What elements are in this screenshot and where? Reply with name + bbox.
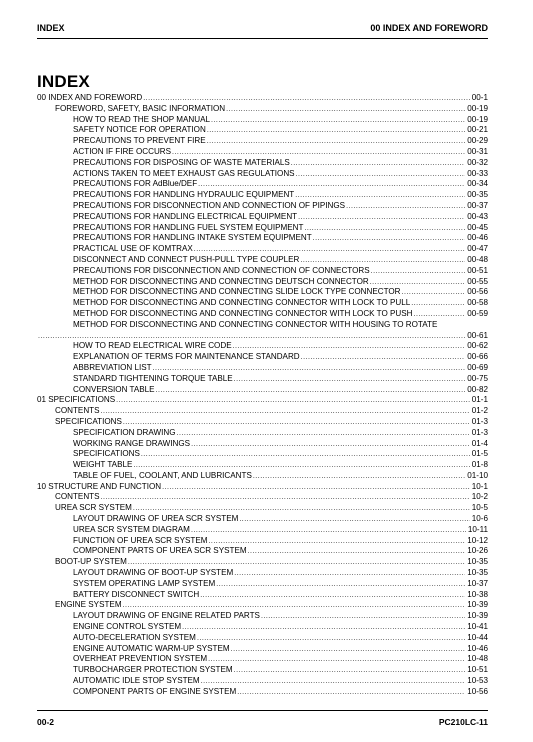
toc-entry-page: 10-39 — [467, 600, 488, 610]
dot-leader — [295, 190, 465, 201]
toc-entry-title: 00 INDEX AND FOREWORD — [37, 93, 143, 102]
toc-entry[interactable] — [37, 298, 488, 309]
toc-entry[interactable] — [37, 287, 488, 298]
dot-leader — [200, 590, 465, 601]
toc-entry[interactable] — [37, 158, 488, 169]
toc-entry[interactable] — [37, 676, 488, 687]
toc-entry-page: 00-37 — [467, 200, 488, 210]
toc-entry[interactable] — [37, 600, 488, 611]
dot-leader — [133, 503, 470, 514]
toc-entry-title: LAYOUT DRAWING OF BOOT-UP SYSTEM — [73, 568, 234, 578]
dot-leader — [237, 687, 465, 698]
dot-leader — [291, 158, 466, 169]
toc-entry[interactable] — [37, 482, 488, 493]
dot-leader — [248, 546, 466, 557]
dot-leader — [231, 644, 466, 655]
dot-leader — [226, 104, 465, 115]
toc-entry[interactable] — [37, 147, 488, 158]
toc-entry-title: COMPONENT PARTS OF UREA SCR SYSTEM — [73, 546, 247, 556]
toc-entry[interactable] — [37, 460, 488, 471]
toc-entry-title: SPECIFICATION DRAWING — [73, 427, 176, 437]
toc-entry-page: 10-26 — [467, 546, 488, 556]
toc-entry-page: 01-1 — [471, 395, 488, 405]
toc-entry-title: FUNCTION OF UREA SCR SYSTEM — [73, 535, 208, 545]
footer-rule — [37, 710, 488, 711]
toc-entry-title: PRECAUTIONS FOR DISPOSING OF WASTE MATERIALS — [73, 157, 290, 167]
toc-entry[interactable] — [37, 568, 488, 579]
toc-entry[interactable] — [37, 406, 488, 417]
dot-leader — [234, 665, 466, 676]
toc-entry-title: LAYOUT DRAWING OF UREA SCR SYSTEM — [73, 514, 239, 524]
dot-leader — [177, 428, 470, 439]
dot-leader — [128, 557, 465, 568]
toc-entry-title: AUTO-DECELERATION SYSTEM — [73, 632, 196, 642]
toc-entry[interactable] — [37, 341, 488, 352]
toc-entry-title: PRECAUTIONS FOR HANDLING INTAKE SYSTEM EQUIPMENT — [73, 233, 312, 243]
toc-entry-page: 01-5 — [471, 449, 488, 459]
dot-leader — [233, 341, 466, 352]
toc-entry-title: ABBREVIATION LIST — [73, 362, 152, 372]
dot-leader — [211, 115, 465, 126]
toc-entry-title: BOOT-UP SYSTEM — [55, 557, 127, 567]
toc-entry-page: 00-35 — [467, 190, 488, 200]
toc-entry-title: PRECAUTIONS FOR AdBlue/DEF — [73, 179, 198, 189]
toc-entry-page: 00-1 — [471, 93, 488, 102]
toc-entry[interactable] — [37, 374, 488, 385]
toc-entry-title: BATTERY DISCONNECT SWITCH — [73, 589, 200, 599]
toc-entry-title: AUTOMATIC IDLE STOP SYSTEM — [73, 676, 200, 686]
dot-leader — [194, 244, 466, 255]
toc-entry-page — [486, 320, 488, 331]
toc-entry-title: METHOD FOR DISCONNECTING AND CONNECTING SLIDE LOCK TYPE CONNECTOR — [73, 287, 401, 297]
toc-entry-page: 10-1 — [471, 481, 488, 491]
toc-entry-page: 01-4 — [471, 438, 488, 448]
toc-entry-page: 10-51 — [467, 665, 488, 675]
toc-entry-page: 00-34 — [467, 179, 488, 189]
toc-entry-page: 10-39 — [467, 611, 488, 621]
toc-entry-title: COMPONENT PARTS OF ENGINE SYSTEM — [73, 686, 237, 696]
toc-entry-page: 00-46 — [467, 233, 488, 243]
toc-entry-page: 00-32 — [467, 157, 488, 167]
dot-leader — [198, 179, 465, 190]
toc-entry-title: ENGINE SYSTEM — [55, 600, 122, 610]
toc-entry-title: METHOD FOR DISCONNECTING AND CONNECTING CONNECTOR WITH LOCK TO PULL — [73, 298, 411, 308]
toc-entry-page: 01-2 — [471, 406, 488, 416]
toc-entry-page: 00-59 — [467, 308, 488, 318]
toc-entry-title: SPECIFICATIONS — [55, 416, 122, 426]
dot-leader — [234, 374, 466, 385]
toc-entry-page: 00-19 — [467, 103, 488, 113]
toc-entry[interactable] — [37, 622, 488, 633]
toc-entry[interactable] — [37, 201, 488, 212]
toc-entry-title: EXPLANATION OF TERMS FOR MAINTENANCE STANDARD — [73, 352, 300, 362]
toc-entry[interactable] — [37, 525, 488, 536]
toc-entry[interactable] — [37, 125, 488, 136]
toc-entry-page: 10-37 — [467, 578, 488, 588]
page-title: INDEX — [37, 72, 90, 91]
toc-entry[interactable] — [37, 244, 488, 255]
dot-leader — [101, 492, 470, 503]
dot-leader — [208, 536, 465, 547]
toc-entry-title: PRACTICAL USE OF KOMTRAX — [73, 244, 193, 254]
toc-entry[interactable] — [37, 115, 488, 126]
dot-leader — [402, 287, 466, 298]
toc-entry[interactable] — [37, 363, 488, 374]
toc-entry-title: HOW TO READ THE SHOP MANUAL — [73, 114, 211, 124]
toc-entry-page: 00-43 — [467, 211, 488, 221]
toc-entry-page: 00-61 — [467, 330, 488, 340]
dot-leader — [304, 223, 465, 234]
toc-entry-title: SPECIFICATIONS — [73, 449, 140, 459]
toc-entry-page: 00-48 — [467, 254, 488, 264]
toc-entry[interactable] — [37, 579, 488, 590]
toc-entry-title: ACTIONS TAKEN TO MEET EXHAUST GAS REGULATIONS — [73, 168, 295, 178]
toc-entry[interactable] — [37, 104, 488, 115]
dot-leader — [207, 136, 466, 147]
toc-entry-title: PRECAUTIONS FOR HANDLING ELECTRICAL EQUIPMENT — [73, 211, 298, 221]
dot-leader — [411, 298, 465, 309]
dot-leader — [172, 147, 465, 158]
dot-leader — [191, 439, 470, 450]
toc-entry-title: SYSTEM OPERATING LAMP SYSTEM — [73, 578, 216, 588]
toc-entry-title: PRECAUTIONS FOR HANDLING HYDRAULIC EQUIPMENT — [73, 190, 295, 200]
toc-entry-page: 10-56 — [467, 686, 488, 696]
toc-entry[interactable] — [37, 190, 488, 201]
toc-entry-page: 00-58 — [467, 298, 488, 308]
dot-leader — [162, 482, 470, 493]
toc-entry[interactable] — [37, 644, 488, 655]
toc-entry-page: 10-53 — [467, 676, 488, 686]
dot-leader — [133, 460, 469, 471]
dot-leader — [207, 125, 465, 136]
dot-leader — [371, 266, 466, 277]
dot-leader — [253, 471, 465, 482]
toc-entry-page: 00-75 — [467, 373, 488, 383]
dot-leader — [141, 449, 470, 460]
toc-entry-page: 00-66 — [467, 352, 488, 362]
toc-entry-page: 00-55 — [467, 276, 488, 286]
toc-entry-page: 01-3 — [471, 416, 488, 426]
toc-entry[interactable] — [37, 255, 488, 266]
toc-entry[interactable] — [37, 266, 488, 277]
toc-entry-page: 00-29 — [467, 136, 488, 146]
toc-entry-title: STANDARD TIGHTENING TORQUE TABLE — [73, 373, 233, 383]
toc-entry-page: 01-8 — [471, 460, 488, 470]
header-right: 00 INDEX AND FOREWORD — [370, 23, 488, 33]
toc-entry[interactable] — [37, 503, 488, 514]
dot-leader — [197, 633, 465, 644]
toc-entry-title: TURBOCHARGER PROTECTION SYSTEM — [73, 665, 233, 675]
dot-leader — [346, 201, 465, 212]
toc-entry-title: CONTENTS — [55, 406, 100, 416]
dot-leader — [438, 320, 486, 331]
toc-entry-page: 00-56 — [467, 287, 488, 297]
toc-entry[interactable] — [37, 449, 488, 460]
toc-entry-page: 00-82 — [467, 384, 488, 394]
toc-entry-title: METHOD FOR DISCONNECTING AND CONNECTING CONNECTOR WITH HOUSING TO ROTATE — [73, 319, 438, 329]
toc-entry[interactable] — [37, 654, 488, 665]
toc-entry[interactable] — [37, 309, 488, 320]
toc-entry-page: 10-35 — [467, 557, 488, 567]
toc-entry-page: 00-31 — [467, 146, 488, 156]
toc-entry-title: ENGINE CONTROL SYSTEM — [73, 622, 182, 632]
toc-entry-title: TABLE OF FUEL, COOLANT, AND LUBRICANTS — [73, 470, 252, 480]
dot-leader — [153, 363, 466, 374]
header-rule — [37, 38, 488, 39]
toc-entry[interactable] — [37, 557, 488, 568]
dot-leader — [38, 331, 465, 342]
footer-model: PC210LC-11 — [438, 717, 488, 727]
toc-entry-title: SAFETY NOTICE FOR OPERATION — [73, 125, 206, 135]
toc-entry-title: DISCONNECT AND CONNECT PUSH-PULL TYPE COUPLER — [73, 254, 300, 264]
dot-leader — [191, 525, 466, 536]
dot-leader — [116, 395, 470, 406]
toc-entry[interactable] — [37, 385, 488, 396]
toc-entry-title: UREA SCR SYSTEM — [55, 503, 132, 513]
toc-entry-page: 01-10 — [467, 470, 488, 480]
toc-entry-title: 01 SPECIFICATIONS — [37, 395, 116, 405]
toc-entry[interactable] — [37, 136, 488, 147]
dot-leader — [300, 255, 465, 266]
toc-entry-page: 10-5 — [471, 503, 488, 513]
toc-entry-title: OVERHEAT PREVENTION SYSTEM — [73, 654, 208, 664]
dot-leader — [296, 169, 466, 180]
toc-entry-title: UREA SCR SYSTEM DIAGRAM — [73, 524, 190, 534]
toc-entry-title: PRECAUTIONS FOR DISCONNECTION AND CONNECTION OF PIPINGS — [73, 200, 346, 210]
dot-leader — [370, 277, 466, 288]
footer-page-number: 00-2 — [37, 717, 55, 727]
toc-entry-title: WEIGHT TABLE — [73, 460, 133, 470]
toc-entry[interactable] — [37, 633, 488, 644]
toc-entry-title: CONVERSION TABLE — [73, 384, 155, 394]
toc-entry-page: 00-33 — [467, 168, 488, 178]
toc-entry[interactable] — [37, 536, 488, 547]
toc-entry-title: WORKING RANGE DRAWINGS — [73, 438, 191, 448]
dot-leader — [216, 579, 465, 590]
toc-entry[interactable] — [37, 417, 488, 428]
toc-entry-page: 10-48 — [467, 654, 488, 664]
toc-entry-page: 10-44 — [467, 632, 488, 642]
toc-entry-page: 00-51 — [467, 265, 488, 275]
toc-entry-title: PRECAUTIONS TO PREVENT FIRE — [73, 136, 206, 146]
toc-entry-title: 10 STRUCTURE AND FUNCTION — [37, 481, 162, 491]
toc-entry-title: METHOD FOR DISCONNECTING AND CONNECTING CONNECTOR WITH LOCK TO PUSH — [73, 308, 413, 318]
toc-entry-page: 00-45 — [467, 222, 488, 232]
toc-entry[interactable] — [37, 611, 488, 622]
dot-leader — [156, 385, 466, 396]
toc-entry-page: 00-62 — [467, 341, 488, 351]
table-of-contents — [37, 93, 488, 698]
page-header — [37, 23, 488, 37]
page-footer — [37, 717, 488, 729]
dot-leader — [143, 93, 470, 104]
toc-entry[interactable] — [37, 277, 488, 288]
dot-leader — [261, 611, 465, 622]
dot-leader — [201, 676, 466, 687]
dot-leader — [208, 654, 465, 665]
toc-entry[interactable] — [37, 169, 488, 180]
dot-leader — [298, 212, 465, 223]
toc-entry[interactable] — [37, 212, 488, 223]
toc-entry-title: PRECAUTIONS FOR HANDLING FUEL SYSTEM EQUIPMENT — [73, 222, 304, 232]
dot-leader — [313, 233, 466, 244]
toc-entry-page: 00-69 — [467, 362, 488, 372]
toc-entry-page: 10-38 — [467, 589, 488, 599]
toc-entry-page: 10-2 — [471, 492, 488, 502]
toc-entry[interactable] — [37, 320, 488, 331]
toc-entry[interactable] — [37, 590, 488, 601]
dot-leader — [239, 514, 469, 525]
dot-leader — [123, 600, 466, 611]
toc-entry-page: 10-12 — [467, 535, 488, 545]
toc-entry[interactable] — [37, 233, 488, 244]
toc-entry[interactable] — [37, 223, 488, 234]
toc-entry[interactable] — [37, 492, 488, 503]
toc-entry[interactable] — [37, 546, 488, 557]
toc-entry-page: 10-35 — [467, 568, 488, 578]
toc-entry-page: 10-46 — [467, 643, 488, 653]
dot-leader — [182, 622, 465, 633]
toc-entry[interactable] — [37, 665, 488, 676]
dot-leader — [123, 417, 470, 428]
toc-entry-title: METHOD FOR DISCONNECTING AND CONNECTING DEUTSCH CONNECTOR — [73, 276, 369, 286]
toc-entry-title: HOW TO READ ELECTRICAL WIRE CODE — [73, 341, 232, 351]
header-left: INDEX — [37, 23, 65, 33]
toc-entry-page: 00-19 — [467, 114, 488, 124]
toc-entry[interactable] — [37, 331, 488, 342]
toc-entry-page: 00-47 — [467, 244, 488, 254]
toc-entry[interactable] — [37, 93, 488, 104]
toc-entry[interactable] — [37, 352, 488, 363]
toc-entry-title: ACTION IF FIRE OCCURS — [73, 146, 172, 156]
toc-entry[interactable] — [37, 395, 488, 406]
toc-entry[interactable] — [37, 179, 488, 190]
dot-leader — [301, 352, 466, 363]
toc-entry-title: CONTENTS — [55, 492, 100, 502]
toc-entry-title: LAYOUT DRAWING OF ENGINE RELATED PARTS — [73, 611, 260, 621]
dot-leader — [414, 309, 466, 320]
toc-entry-page: 10-6 — [471, 514, 488, 524]
toc-entry-title: PRECAUTIONS FOR DISCONNECTION AND CONNECTION OF CONNECTORS — [73, 265, 370, 275]
toc-entry[interactable] — [37, 514, 488, 525]
toc-entry-page: 10-41 — [467, 622, 488, 632]
toc-entry[interactable] — [37, 471, 488, 482]
toc-entry-page: 10-11 — [467, 524, 488, 534]
toc-entry[interactable] — [37, 428, 488, 439]
toc-entry[interactable] — [37, 439, 488, 450]
toc-entry[interactable] — [37, 687, 488, 698]
toc-entry-page: 01-3 — [471, 427, 488, 437]
toc-entry-page: 00-21 — [467, 125, 488, 135]
toc-entry-title: ENGINE AUTOMATIC WARM-UP SYSTEM — [73, 643, 230, 653]
dot-leader — [101, 406, 470, 417]
toc-entry-title: FOREWORD, SAFETY, BASIC INFORMATION — [55, 103, 226, 113]
dot-leader — [234, 568, 465, 579]
